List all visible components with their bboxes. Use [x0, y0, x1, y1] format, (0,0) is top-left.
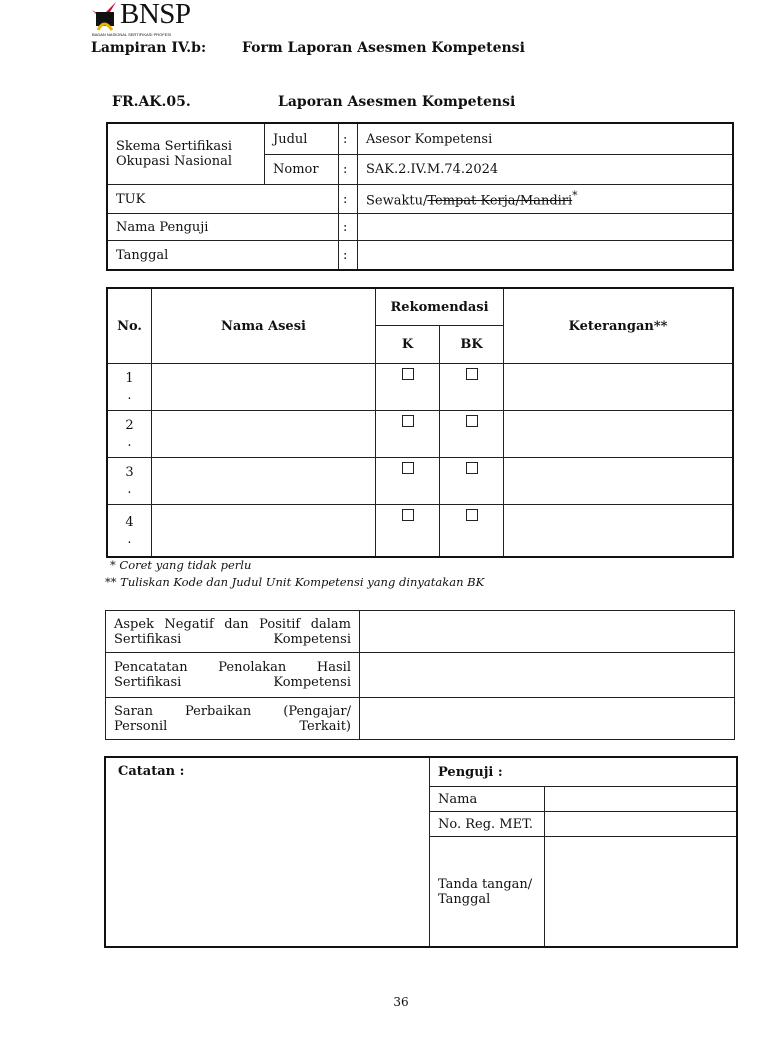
catatan-label: Catatan :: [118, 764, 185, 779]
tuk-value: [358, 185, 733, 214]
row-number: [108, 364, 152, 411]
keterangan-cell[interactable]: [504, 411, 733, 458]
tuk-label: TUK: [108, 185, 339, 214]
bk-cell: [440, 458, 504, 505]
bk-cell: [440, 505, 504, 557]
row-number: [108, 505, 152, 557]
saran-value[interactable]: [360, 698, 735, 740]
nomor-value: SAK.2.IV.M.74.2024: [358, 155, 733, 185]
aspek-value[interactable]: [360, 611, 735, 653]
logo-text: BNSP: [120, 0, 191, 30]
header-no: No.: [108, 289, 152, 364]
table-row: [108, 505, 733, 557]
noreg-label: No. Reg. MET.: [430, 812, 545, 837]
k-checkbox[interactable]: [402, 368, 414, 380]
tanggal-label: Tanggal: [108, 241, 339, 270]
asesi-table: [107, 288, 733, 557]
header-rekomendasi: Rekomendasi: [376, 289, 504, 326]
form-title: Laporan Asesmen Kompetensi: [278, 94, 516, 110]
noreg-value[interactable]: [545, 812, 737, 837]
colon: :: [339, 214, 358, 241]
k-checkbox[interactable]: [402, 415, 414, 427]
row-no: 2: [125, 418, 134, 433]
bk-checkbox[interactable]: [466, 509, 478, 521]
footnote-2: ** Tuliskan Kode dan Judul Unit Kompetensi yang dinyatakan BK: [105, 575, 485, 589]
saran-label: Saran Perbaikan (Pengajar/ Personil Terkait): [106, 698, 360, 740]
penolakan-label: Pencatatan Penolakan Hasil Sertifikasi Kompetensi: [106, 653, 360, 698]
tanggal-value[interactable]: [358, 241, 733, 270]
penguji-value[interactable]: [358, 214, 733, 241]
row-no: 1: [125, 371, 134, 386]
row-number: [108, 458, 152, 505]
penguji-heading: Penguji :: [430, 758, 737, 787]
nama-asesi-cell[interactable]: [152, 411, 376, 458]
logo-subtitle: BADAN NASIONAL SERTIFIKASI PROFESI: [92, 32, 172, 37]
tuk-struck: Tempat Kerja/Mandiri: [427, 193, 573, 209]
penguji-label: Nama Penguji: [108, 214, 339, 241]
nama-asesi-cell[interactable]: [152, 364, 376, 411]
judul-value: Asesor Kompetensi: [358, 124, 733, 155]
k-cell: [376, 505, 440, 557]
colon: :: [339, 155, 358, 185]
nomor-label: Nomor: [265, 155, 339, 185]
page-title: Form Laporan Asesmen Kompetensi: [242, 40, 525, 56]
bk-cell: [440, 364, 504, 411]
ttd-label: Tanda tangan/ Tanggal: [430, 837, 545, 947]
tuk-mark: *: [572, 189, 578, 203]
header-bk: BK: [440, 326, 504, 364]
bk-checkbox[interactable]: [466, 415, 478, 427]
header-k: K: [376, 326, 440, 364]
aspek-label: Aspek Negatif dan Positif dalam Sertifikasi Kompetensi: [106, 611, 360, 653]
ttd-value[interactable]: [545, 837, 737, 947]
k-cell: [376, 364, 440, 411]
lampiran-label: Lampiran IV.b:: [91, 40, 207, 56]
table-row: [108, 458, 733, 505]
row-number: [108, 411, 152, 458]
colon: :: [339, 185, 358, 214]
bnsp-logo: [90, 0, 191, 37]
k-cell: [376, 411, 440, 458]
row-dot: .: [127, 388, 132, 403]
keterangan-cell[interactable]: [504, 364, 733, 411]
table-row: [108, 411, 733, 458]
row-dot: .: [127, 435, 132, 450]
tuk-selected: Sewaktu/: [366, 193, 428, 209]
k-checkbox[interactable]: [402, 462, 414, 474]
table-row: [108, 364, 733, 411]
penolakan-value[interactable]: [360, 653, 735, 698]
colon: :: [339, 241, 358, 270]
catatan-cell[interactable]: [106, 758, 430, 947]
info-table: [107, 123, 733, 270]
page-number: 36: [393, 995, 409, 1009]
colon: :: [339, 124, 358, 155]
row-dot: .: [127, 482, 132, 497]
row-no: 3: [125, 465, 134, 480]
row-no: 4: [125, 514, 134, 530]
row-dot: .: [127, 531, 132, 547]
footnote-1: * Coret yang tidak perlu: [110, 558, 252, 572]
form-code: FR.AK.05.: [112, 94, 191, 110]
header-keterangan: Keterangan**: [504, 289, 733, 364]
nama-label: Nama: [430, 787, 545, 812]
bk-checkbox[interactable]: [466, 462, 478, 474]
judul-label: Judul: [265, 124, 339, 155]
bk-checkbox[interactable]: [466, 368, 478, 380]
aspek-table: [105, 610, 735, 740]
bnsp-emblem-icon: [90, 2, 120, 32]
k-checkbox[interactable]: [402, 509, 414, 521]
nama-asesi-cell[interactable]: [152, 458, 376, 505]
catatan-table: [105, 757, 737, 947]
k-cell: [376, 458, 440, 505]
keterangan-cell[interactable]: [504, 458, 733, 505]
keterangan-cell[interactable]: [504, 505, 733, 557]
header-nama: Nama Asesi: [152, 289, 376, 364]
skema-label: Skema Sertifikasi Okupasi Nasional: [108, 124, 265, 185]
nama-asesi-cell[interactable]: [152, 505, 376, 557]
nama-value[interactable]: [545, 787, 737, 812]
bk-cell: [440, 411, 504, 458]
